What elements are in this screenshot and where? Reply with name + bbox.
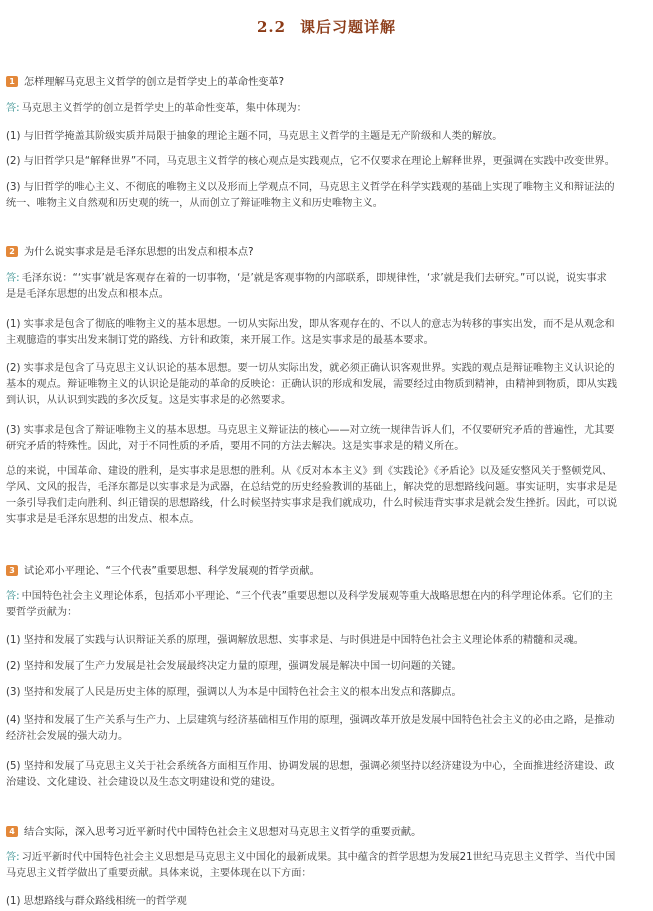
question-number-badge: 1 xyxy=(6,76,18,87)
paragraph-line: (1) 实事求是包含了彻底的唯物主义的基本思想。一切从实际出发，即从客观存在的、不以人的意志为转移的事实出发，而不是从观念和 xyxy=(6,319,615,330)
paragraph-line: 治建设、文化建设、社会建设以及生态文明建设和党的建设。 xyxy=(6,777,282,788)
paragraph-line: 总的来说，中国革命、建设的胜利，是实事求是思想的胜利。从《反对本本主义》到《实践论》《矛盾论》以及延安整风关于整顿党风、 xyxy=(6,466,613,477)
paragraph-line: (2) 与旧哲学只是“解释世界”不同，马克思主义哲学的核心观点是实践观点，它不仅要求在理论上解释世界，更强调在实践中改变世界。 xyxy=(6,156,615,167)
answer-label: 答: xyxy=(6,103,20,114)
question-text: 怎样理解马克思主义哲学的创立是哲学史上的革命性变革? xyxy=(24,77,285,88)
paragraph-line: (3) 与旧哲学的唯心主义、不彻底的唯物主义以及形而上学观点不同，马克思主义哲学在科学实践观的基础上实现了唯物主义和辩证法的 xyxy=(6,182,615,193)
answer-line xyxy=(6,288,169,302)
answer-text: 马克思主义哲学做出了重要贡献。具体来说，主要体现在以下方面： xyxy=(6,868,312,879)
answer-text: 中国特色社会主义理论体系，包括邓小平理论、“三个代表”重要思想以及科学发展观等重大战略思想在内的科学理论体系。它们的主 xyxy=(21,591,613,602)
section-title xyxy=(0,16,653,37)
question-text: 为什么说实事求是是毛泽东思想的出发点和根本点? xyxy=(24,247,254,258)
answer-line xyxy=(6,851,615,865)
question-number-badge: 4 xyxy=(6,826,18,837)
paragraph-line: (4) 坚持和发展了生产关系与生产力、上层建筑与经济基础相互作用的原理，强调改革开放是发展中国特色社会主义的必由之路，是推动 xyxy=(6,715,615,726)
paragraph-line: (3) 实事求是包含了辩证唯物主义的基本思想。马克思主义辩证法的核心——对立统一规律告诉人们，不仅要研究矛盾的普遍性，尤其要 xyxy=(6,425,615,436)
section-number: 2.2 xyxy=(256,18,287,36)
paragraph-line: 统一、唯物主义自然观和历史观的统一，从而创立了辩证唯物主义和历史唯物主义。 xyxy=(6,198,383,209)
question-line xyxy=(6,76,284,90)
paragraph-line: 到认识，从认识到实践的多次反复。这是实事求是的必然要求。 xyxy=(6,395,292,406)
answer-text: 是是毛泽东思想的出发点和根本点。 xyxy=(6,289,169,300)
paragraph-line: (1) 与旧哲学掩盖其阶级实质并局限于抽象的理论主题不同，马克思主义哲学的主题是无产阶级和人类的解放。 xyxy=(6,131,503,142)
paragraph-line: 学风、文风的报告，毛泽东都是以实事求是为武器，在总结党的历史经验教训的基础上，解决党的思想路线问题。事实证明，实事求是是 xyxy=(6,482,618,493)
question-text: 结合实际，深入思考习近平新时代中国特色社会主义思想对马克思主义哲学的重要贡献。 xyxy=(24,827,422,838)
question-line xyxy=(6,565,320,579)
answer-line xyxy=(6,272,607,286)
paragraph-line: (5) 坚持和发展了马克思主义关于社会系统各方面相互作用、协调发展的思想，强调必须坚持以经济建设为中心，全面推进经济建设、政 xyxy=(6,761,615,772)
paragraph-line: (1) 坚持和发展了实践与认识辩证关系的原理，强调解放思想、实事求是、与时俱进是中国特色社会主义理论体系的精髓和灵魂。 xyxy=(6,635,584,646)
answer-text: 要哲学贡献为： xyxy=(6,607,78,618)
answer-line xyxy=(6,102,307,116)
answer-line xyxy=(6,590,613,604)
answer-text: 习近平新时代中国特色社会主义思想是马克思主义中国化的最新成果。其中蕴含的哲学思想为发展21世纪马克思主义哲学、当代中国 xyxy=(21,852,616,863)
answer-line xyxy=(6,867,312,881)
answer-label: 答: xyxy=(6,273,20,284)
paragraph-line: 实事求是是毛泽东思想的出发点、根本点。 xyxy=(6,514,200,525)
paragraph-line: 一条引导我们走向胜利、纠正错误的思想路线，什么时候坚持实事求是我们就成功，什么时候违背实事求是就会发生挫折。因此，可以说 xyxy=(6,498,618,509)
paragraph-line: 主观臆造的事实出发来制订党的路线、方针和政策，来开展工作。这是实事求是的最基本要求。 xyxy=(6,335,434,346)
answer-label: 答: xyxy=(6,591,20,602)
paragraph-line: 研究矛盾的特殊性。因此，对于不同性质的矛盾，要用不同的方法去解决。这是实事求是的精义所在。 xyxy=(6,441,465,452)
paragraph-line: 基本的观点。辩证唯物主义的认识论是能动的革命的反映论：正确认识的形成和发展，需要经过由物质到精神，由精神到物质，即从实践 xyxy=(6,379,618,390)
question-number-badge: 3 xyxy=(6,565,18,576)
question-line xyxy=(6,246,254,260)
paragraph-line: (2) 实事求是包含了马克思主义认识论的基本思想。要一切从实际出发，就必须正确认识客观世界。实践的观点是辩证唯物主义认识论的 xyxy=(6,363,615,374)
answer-line xyxy=(6,606,77,620)
section-heading: 课后习题详解 xyxy=(300,18,397,36)
question-number-badge: 2 xyxy=(6,246,18,257)
paragraph-line: 经济社会发展的强大动力。 xyxy=(6,731,129,742)
answer-label: 答: xyxy=(6,852,20,863)
answer-text: 毛泽东说：“‘实事’就是客观存在着的一切事物，‘是’就是客观事物的内部联系，即规律性，‘求’就是我们去研究。”可以说，说实事求 xyxy=(21,273,607,284)
paragraph-line: (2) 坚持和发展了生产力发展是社会发展最终决定力量的原理，强调发展是解决中国一切问题的关键。 xyxy=(6,661,462,672)
paragraph-line: (3) 坚持和发展了人民是历史主体的原理，强调以人为本是中国特色社会主义的根本出发点和落脚点。 xyxy=(6,687,462,698)
question-line xyxy=(6,826,421,840)
question-text: 试论邓小平理论、“三个代表”重要思想、科学发展观的哲学贡献。 xyxy=(24,566,320,577)
paragraph-line: (1) 思想路线与群众路线相统一的哲学观 xyxy=(6,896,187,907)
answer-text: 马克思主义哲学的创立是哲学史上的革命性变革，集中体现为： xyxy=(21,103,307,114)
